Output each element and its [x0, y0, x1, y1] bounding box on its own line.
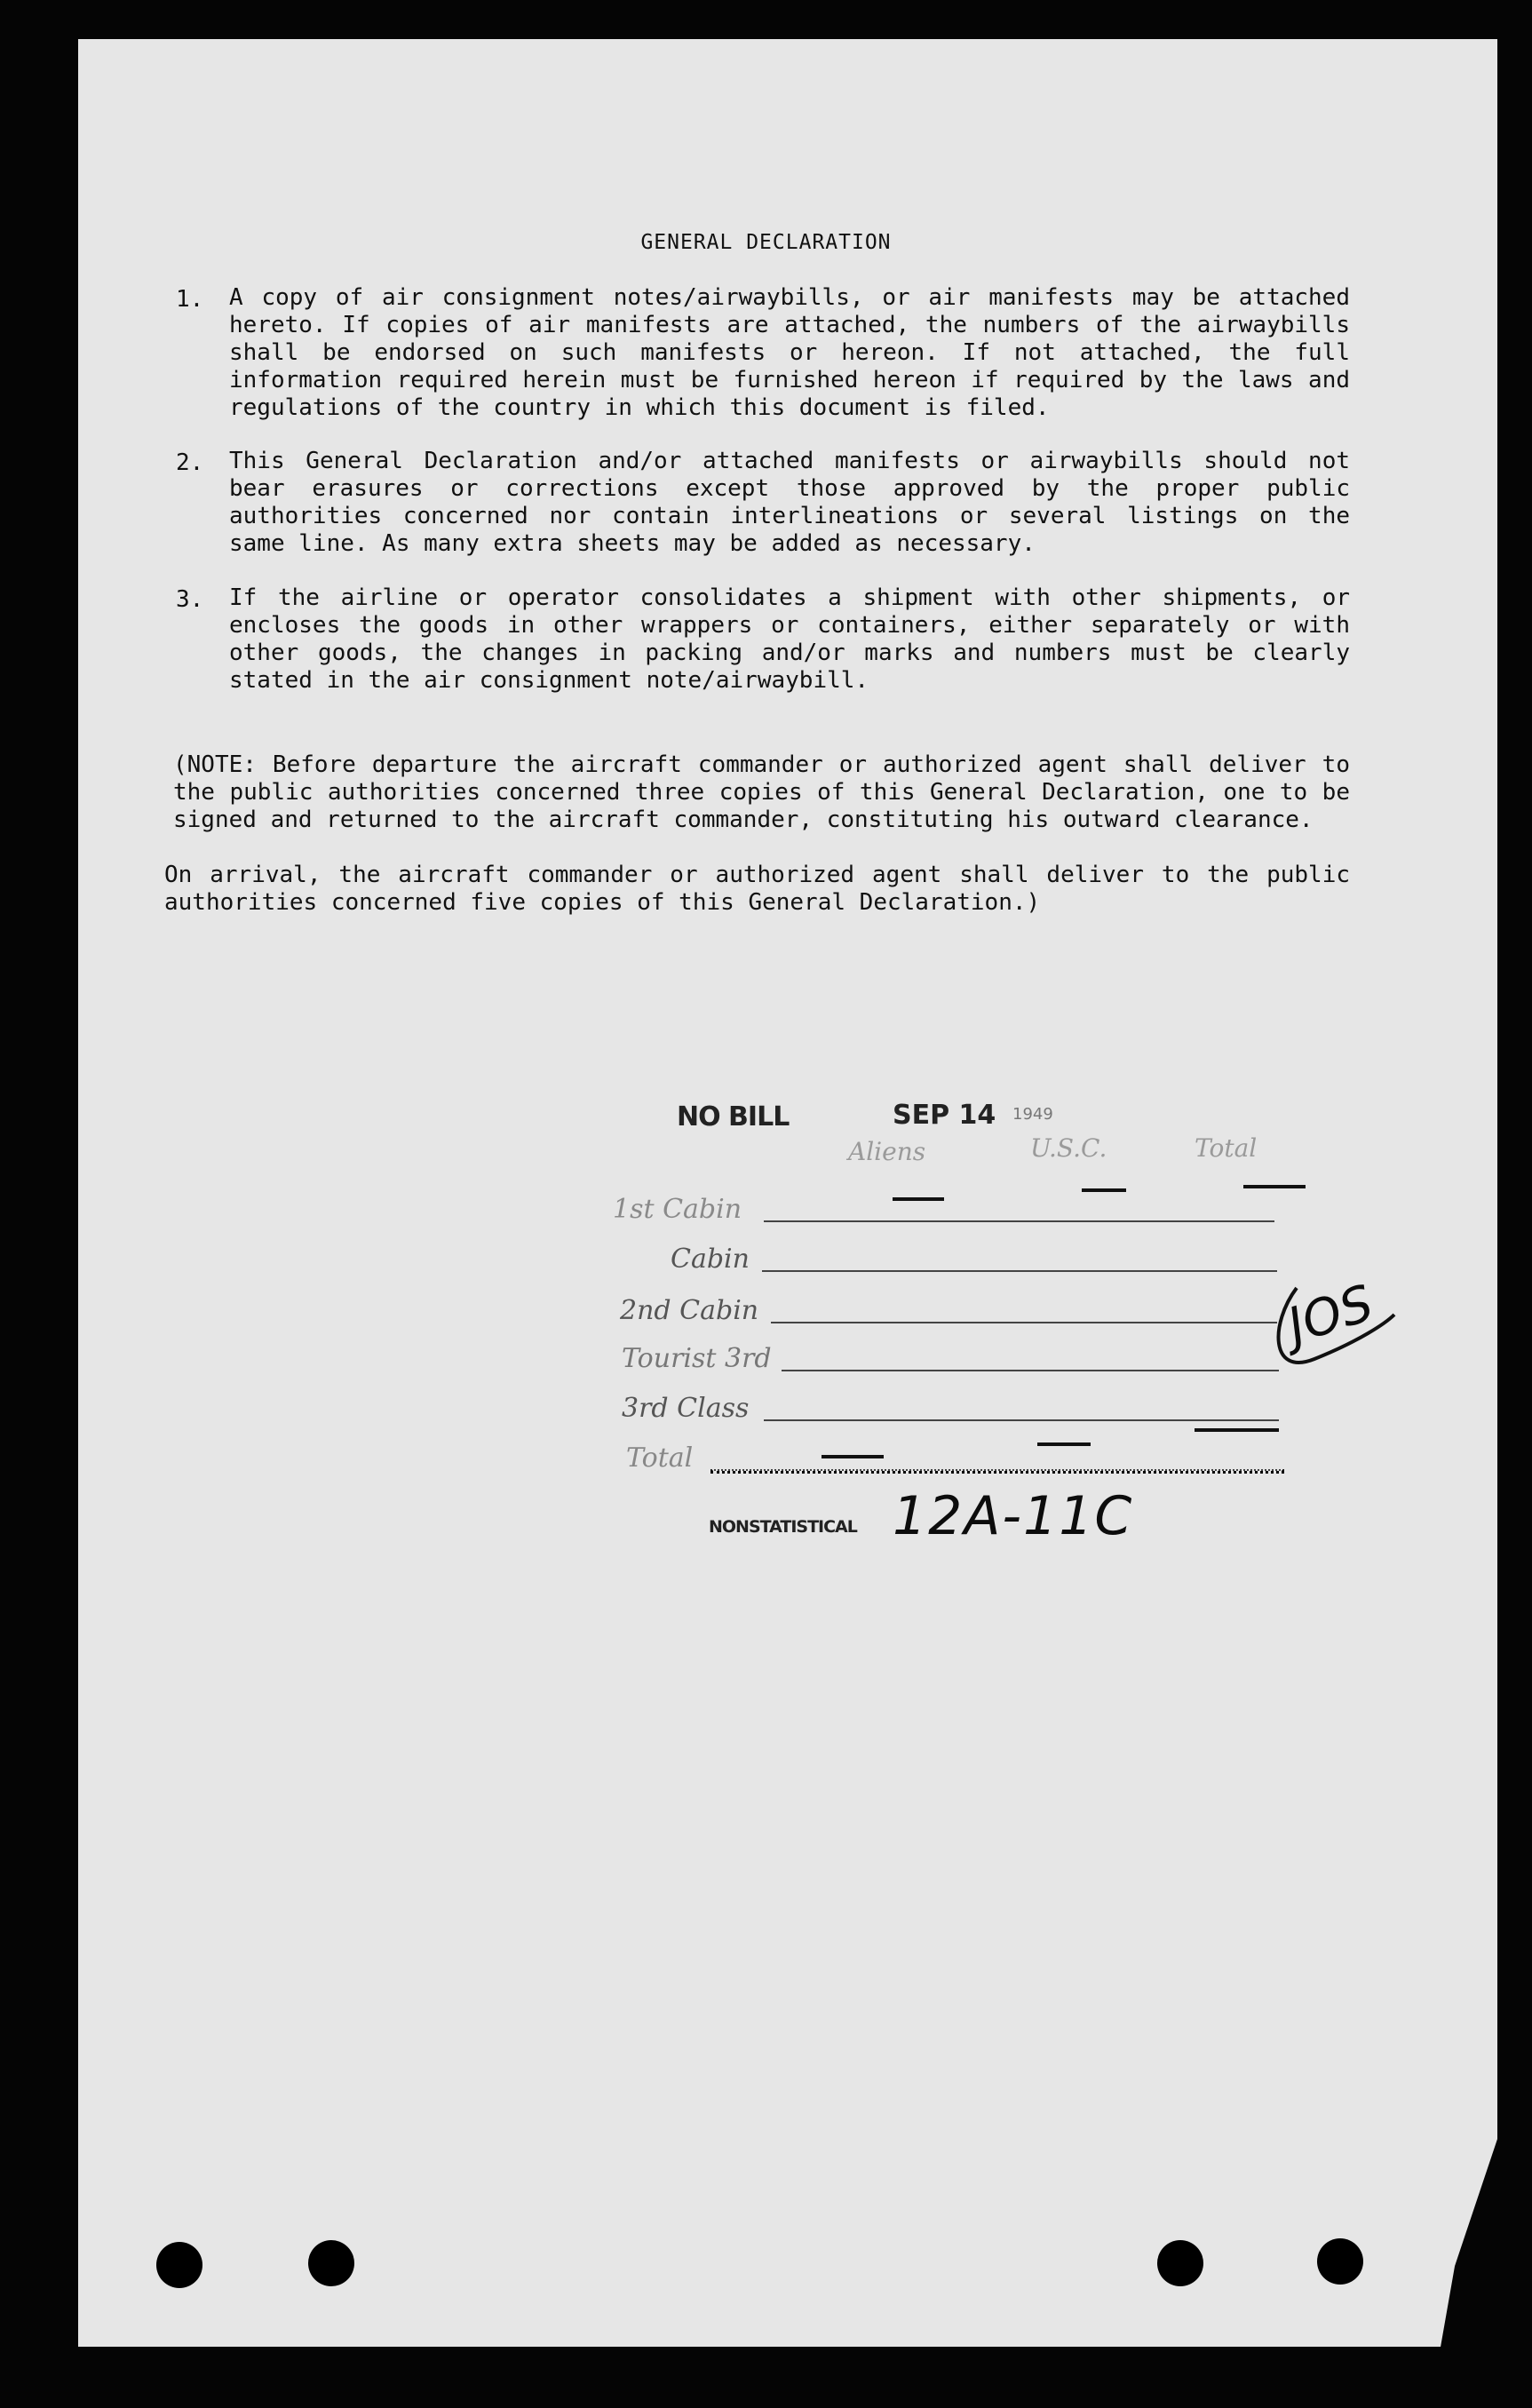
stamp-line	[762, 1270, 1277, 1272]
stamp-dash	[1082, 1188, 1126, 1192]
stamp-row-tourist-3rd: Tourist 3rd	[622, 1343, 772, 1374]
item-3-number: 3.	[176, 586, 204, 613]
punch-hole	[308, 2240, 354, 2286]
stamp-row-total: Total	[626, 1442, 694, 1474]
stamp-row-2nd-cabin: 2nd Cabin	[620, 1295, 759, 1326]
initials-flourish-icon	[1261, 1270, 1403, 1395]
stamp-dash	[822, 1455, 884, 1458]
item-3-text: If the airline or operator consolidates a shipment with other shipments, or encloses the goods in other wrappers or containers, either separately or with other goods, the changes in packing and/or marks and numbers must be clearly stated in the air consignment note/airwaybill.	[229, 584, 1350, 694]
stamp-row-3rd-class: 3rd Class	[622, 1393, 750, 1424]
punch-hole	[156, 2242, 202, 2288]
stamp-nonstatistical: NONSTATISTICAL	[709, 1517, 857, 1537]
note-arrival: On arrival, the aircraft commander or authorized agent shall deliver to the public authorities concerned five copies of this General Declaration.)	[164, 862, 1350, 916]
stamp-col-aliens: Aliens	[848, 1137, 926, 1166]
handwritten-code: 12A-11C	[893, 1485, 1134, 1547]
stamp-year: 1949	[1012, 1105, 1053, 1124]
stamp-line	[710, 1469, 1284, 1474]
item-2-text: This General Declaration and/or attached manifests or airwaybills should not bear erasures or corrections except those approved by the proper public authorities concerned nor contain interlineations or several listings on the same line. As many extra sheets may be added as necessary.	[229, 448, 1350, 557]
stamp-line	[782, 1370, 1279, 1371]
item-2-number: 2.	[176, 449, 204, 476]
stamp-line	[764, 1220, 1274, 1222]
document-title: GENERAL DECLARATION	[640, 231, 892, 254]
stamp-row-1st-cabin: 1st Cabin	[613, 1194, 742, 1225]
note-departure: (NOTE: Before departure the aircraft commander or authorized agent shall deliver to the public authorities concerned three copies of this General Declaration, one to be signed and returned to the aircraft commander, constituting his outward clearance.	[173, 751, 1350, 833]
stamp-row-cabin: Cabin	[671, 1244, 750, 1275]
stamp-line	[771, 1322, 1277, 1323]
stamp-dash	[893, 1197, 944, 1201]
stamp-dash	[1243, 1185, 1306, 1188]
stamp-dash	[1195, 1428, 1279, 1432]
item-1-number: 1.	[176, 286, 204, 313]
punch-hole	[1317, 2238, 1363, 2285]
stamp-col-usc: U.S.C.	[1030, 1133, 1107, 1163]
stamp-date: SEP 14	[893, 1100, 996, 1131]
stamp-line	[764, 1419, 1279, 1421]
stamp-dash	[1037, 1442, 1091, 1446]
handwritten-initials: JOS	[1281, 1274, 1380, 1356]
item-1-text: A copy of air consignment notes/airwaybills, or air manifests may be attached hereto. If copies of air manifests are attached, the numbers of the airwaybills shall be endorsed on such manifests or hereon. If not attached, the full information required herein must be furnished hereon if required by the laws and regulations of the country in which this document is filed.	[229, 284, 1350, 421]
stamp-col-total: Total	[1195, 1133, 1258, 1163]
stamp-no-bill: NO BILL	[677, 1101, 790, 1132]
punch-hole	[1157, 2240, 1203, 2286]
